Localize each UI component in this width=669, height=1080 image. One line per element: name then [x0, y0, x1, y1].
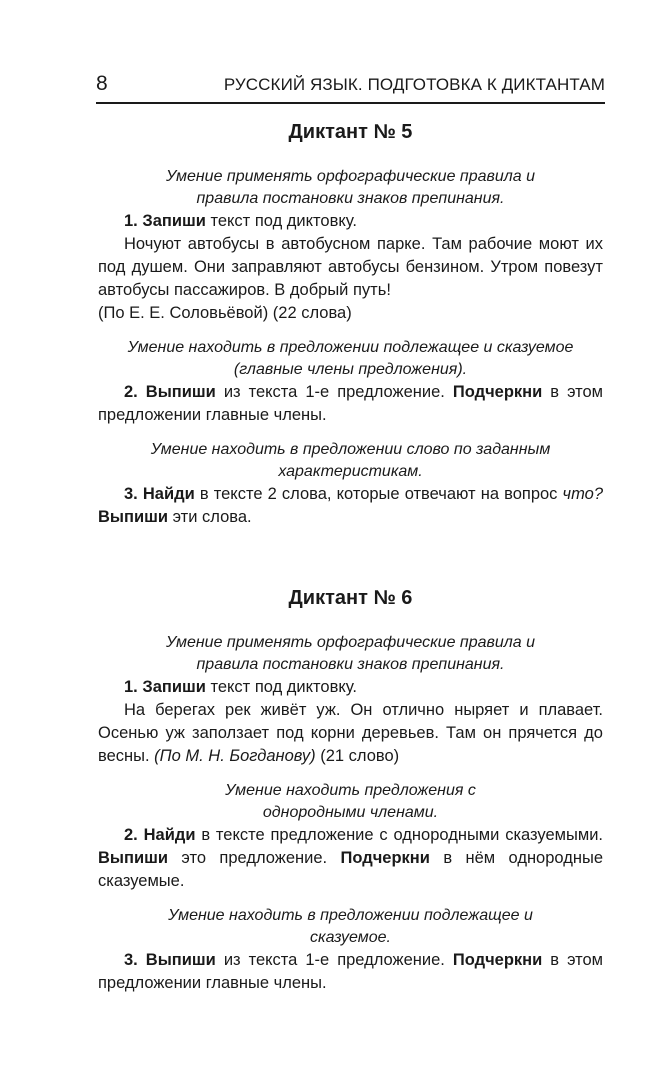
task-text: в нём однородные сказуемые. [98, 849, 603, 890]
task-number: 3. [124, 951, 138, 969]
task-3 [98, 949, 603, 995]
task-number: 3. [124, 485, 138, 503]
word-count: (21 слово) [320, 747, 400, 765]
task-1 [98, 210, 603, 233]
task-verb: Подчеркни [340, 849, 430, 867]
task-2 [98, 381, 603, 427]
dictation-title: Диктант № 5 [288, 121, 413, 143]
task-text: в этом предложении главные члены. [98, 383, 604, 424]
page-header [96, 72, 605, 104]
dictation-source: (По Е. Е. Соловьёвой) (22 слова) [98, 304, 352, 322]
task-text: эти слова. [172, 508, 252, 526]
dictation-title: Диктант № 6 [288, 587, 413, 609]
task-question: что? [562, 485, 603, 503]
task-3 [98, 483, 603, 529]
dictation-5-section [98, 120, 603, 529]
task-text: из текста 1-е предложение. [223, 951, 445, 969]
task-verb: Найди [143, 826, 196, 844]
task-number: 1. [124, 212, 138, 230]
task-text: из текста 1-е предложение. [223, 383, 445, 401]
skill-heading: Умение находить в предложении слово по заданным характеристикам. [150, 441, 551, 480]
task-number: 2. [124, 383, 138, 401]
task-verb: Запиши [142, 212, 206, 230]
task-number: 1. [124, 678, 138, 696]
task-verb: Выпиши [145, 383, 216, 401]
task-text: это предложение. [181, 849, 328, 867]
dictation-body: Ночуют автобусы в автобусном парке. Там рабочие моют их под душем. Они заправляют автобусы бензином. Утром повезут автобусы пассажиров. В добрый путь! [98, 235, 603, 299]
task-text: в тексте предложение с однородными сказуемыми. [201, 826, 603, 844]
task-verb: Выпиши [98, 849, 169, 867]
dictation-6-section [98, 586, 603, 995]
running-title: РУССКИЙ ЯЗЫК. ПОДГОТОВКА К ДИКТАНТАМ [223, 75, 605, 94]
task-verb: Найди [142, 485, 195, 503]
dictation-body: На берегах рек живёт уж. Он отлично ныряет и плавает. Осенью уж заползает под корни деревьев. Там он прячется до весны. [98, 701, 603, 765]
task-text: в тексте 2 слова, которые отвечают на вопрос [199, 485, 558, 503]
skill-heading: Умение находить в предложении подлежащее и сказуемое. [168, 907, 533, 946]
skill-heading: Умение применять орфографические правила и правила постановки знаков препинания. [165, 634, 536, 673]
dictation-text [98, 233, 603, 325]
task-verb: Подчеркни [452, 383, 543, 401]
task-2 [98, 824, 603, 893]
skill-heading: Умение находить в предложении подлежащее и сказуемое (главные члены предложения). [127, 339, 574, 378]
task-number: 2. [124, 826, 138, 844]
page-number: 8 [96, 72, 108, 95]
task-text: текст под диктовку. [210, 678, 357, 696]
task-verb: Подчеркни [452, 951, 543, 969]
task-text: текст под диктовку. [210, 212, 357, 230]
task-1 [98, 676, 603, 699]
skill-heading: Умение находить предложения с однородными членами. [225, 782, 476, 821]
task-verb: Выпиши [145, 951, 216, 969]
task-verb: Выпиши [98, 508, 169, 526]
dictation-source: (По М. Н. Богданову) [154, 747, 316, 765]
task-text: в этом предложении главные члены. [98, 951, 604, 992]
task-verb: Запиши [142, 678, 206, 696]
dictation-text [98, 699, 603, 768]
skill-heading: Умение применять орфографические правила и правила постановки знаков препинания. [165, 168, 536, 207]
